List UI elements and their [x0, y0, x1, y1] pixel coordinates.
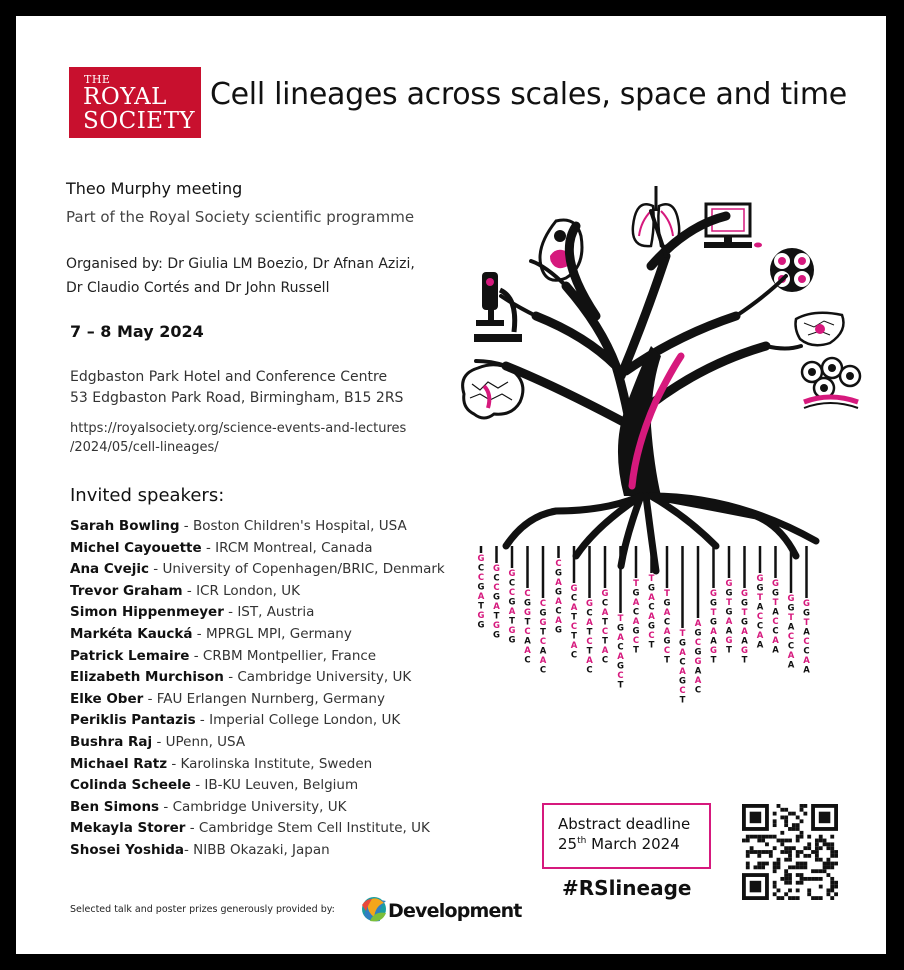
- dna-base: C: [617, 642, 624, 653]
- speaker-name: Patrick Lemaire: [70, 647, 190, 664]
- speaker-affiliation: - Cambridge University, UK: [159, 798, 347, 815]
- dna-base: G: [725, 588, 733, 599]
- speaker-name: Mekayla Storer: [70, 820, 186, 837]
- dna-base: G: [617, 661, 624, 672]
- dna-base: A: [648, 612, 655, 622]
- dna-base: C: [632, 607, 640, 618]
- speaker-affiliation: - IB-KU Leuven, Belgium: [190, 777, 359, 794]
- dna-base: A: [803, 665, 810, 676]
- dna-base: A: [555, 578, 562, 588]
- dna-base: G: [570, 584, 578, 594]
- speaker-item: [70, 602, 445, 624]
- dna-base: G: [787, 603, 795, 614]
- dna-base: G: [555, 625, 562, 636]
- dna-base: G: [756, 574, 764, 584]
- dna-base: C: [632, 636, 640, 646]
- speaker-list: [70, 516, 445, 862]
- royal-society-logo[interactable]: [69, 67, 201, 138]
- dna-base: G: [524, 608, 531, 618]
- dna-base: C: [508, 578, 516, 589]
- dna-base: A: [710, 627, 717, 637]
- dna-base: G: [787, 594, 795, 604]
- dna-base: A: [725, 617, 733, 627]
- dna-base: T: [757, 593, 763, 603]
- page-title: Cell lineages across scales, space and time: [210, 77, 847, 112]
- dna-base: T: [648, 574, 655, 584]
- dna-base: C: [601, 655, 609, 666]
- dna-base: T: [679, 695, 686, 706]
- speaker-name: Periklis Pantazis: [70, 712, 196, 729]
- dna-base: G: [725, 607, 733, 618]
- speaker-affiliation: - Imperial College London, UK: [195, 712, 401, 729]
- organisers-line-2: Dr Claudio Cortés and Dr John Russell: [66, 280, 330, 296]
- dna-base: C: [601, 598, 609, 609]
- dna-base: G: [710, 589, 717, 599]
- dna-base: G: [648, 621, 655, 632]
- dna-base: A: [648, 593, 655, 603]
- development-logo-text: Development: [388, 900, 522, 922]
- dna-base: A: [803, 627, 810, 638]
- dna-base: T: [664, 589, 670, 599]
- speaker-name: Trevor Graham: [70, 582, 183, 599]
- dna-base: A: [524, 636, 531, 647]
- speaker-affiliation: - Karolinska Institute, Sweden: [167, 755, 373, 772]
- dna-base: T: [540, 627, 546, 638]
- dna-base: A: [787, 622, 795, 633]
- dna-base: C: [524, 589, 531, 599]
- dna-base: A: [787, 660, 795, 671]
- microscope-icon: [474, 272, 522, 342]
- dna-base: C: [586, 637, 593, 647]
- dna-base: C: [694, 638, 702, 648]
- dna-base: A: [803, 656, 810, 666]
- dna-base: T: [664, 655, 670, 666]
- speaker-name: Ana Cvejic: [70, 561, 149, 578]
- speaker-affiliation: - FAU Erlangen Nurnberg, Germany: [143, 690, 385, 707]
- dna-base: G: [586, 599, 593, 609]
- dna-base: C: [803, 637, 810, 647]
- event-url-line-1[interactable]: https://royalsociety.org/science-events-and-lectures: [70, 421, 407, 436]
- dna-base: A: [493, 602, 500, 612]
- deadline-date: 25th March 2024: [558, 835, 680, 853]
- dna-base: G: [741, 617, 748, 628]
- dna-base: A: [555, 597, 562, 607]
- organisers-line-1: Organised by: Dr Giulia LM Boezio, Dr Afnan Azizi,: [66, 256, 415, 272]
- dna-base: C: [648, 602, 655, 613]
- dna-base: G: [477, 611, 485, 621]
- dna-base: C: [493, 583, 500, 593]
- dna-base: G: [524, 598, 531, 609]
- dna-base: C: [756, 612, 764, 622]
- dna-base: C: [539, 637, 547, 647]
- dna-base: G: [508, 597, 516, 608]
- dna-base: G: [648, 583, 655, 594]
- dna-base: T: [803, 618, 810, 628]
- dna-base: C: [570, 593, 578, 604]
- speaker-affiliation: - CRBM Montpellier, France: [189, 647, 377, 664]
- logo-line-society: SOCIETY: [83, 108, 196, 134]
- speaker-item: [70, 754, 445, 776]
- prize-text: Selected talk and poster prizes generously provided by:: [70, 904, 335, 915]
- dna-base: G: [772, 579, 779, 589]
- dna-base: G: [508, 569, 516, 579]
- speaker-name: Colinda Scheele: [70, 777, 191, 794]
- dna-base: A: [570, 603, 578, 613]
- speaker-item: [70, 710, 445, 732]
- dna-base: G: [663, 598, 671, 609]
- dna-base: T: [493, 611, 500, 622]
- dna-base: A: [694, 666, 702, 677]
- dna-base: C: [586, 665, 593, 676]
- dna-base: T: [571, 631, 577, 642]
- dna-base: A: [710, 636, 717, 647]
- venue-line-2: 53 Edgbaston Park Road, Birmingham, B15 2RS: [70, 390, 404, 406]
- speaker-affiliation: - IRCM Montreal, Canada: [201, 539, 373, 556]
- dna-base: T: [617, 614, 624, 624]
- speaker-affiliation: - NIBB Okazaki, Japan: [184, 841, 330, 858]
- dna-base: G: [710, 617, 717, 628]
- speaker-name: Simon Hippenmeyer: [70, 604, 224, 621]
- dna-base: G: [694, 628, 702, 639]
- dna-base: T: [617, 680, 624, 691]
- dna-base: C: [787, 632, 795, 642]
- dna-base: C: [787, 641, 795, 652]
- dna-base: T: [478, 601, 484, 612]
- dna-base: G: [741, 598, 748, 609]
- speaker-item: [70, 840, 445, 862]
- dna-base: C: [694, 685, 702, 696]
- dna-base: G: [477, 620, 485, 631]
- logo-line-royal: ROYAL: [83, 84, 167, 110]
- dna-base: G: [710, 598, 717, 609]
- dna-base: G: [493, 621, 500, 631]
- dna-base: G: [694, 647, 702, 658]
- dna-base: G: [508, 635, 516, 646]
- speaker-affiliation: - Cambridge Stem Cell Institute, UK: [185, 820, 430, 837]
- dna-base: A: [539, 646, 547, 657]
- dna-base: G: [663, 636, 671, 647]
- dna-base: G: [679, 676, 686, 687]
- dna-base: C: [477, 563, 485, 574]
- dna-base: G: [601, 589, 609, 599]
- dna-base: T: [524, 617, 531, 628]
- dna-base: C: [570, 622, 578, 632]
- speaker-name: Sarah Bowling: [70, 518, 180, 534]
- dna-base: C: [493, 573, 500, 584]
- dna-base: G: [555, 568, 562, 579]
- dna-base: A: [679, 667, 686, 677]
- speaker-item: [70, 516, 445, 538]
- dna-base: A: [725, 626, 733, 637]
- dna-base: T: [710, 655, 717, 666]
- speaker-name: Elke Ober: [70, 690, 144, 707]
- dna-base: T: [633, 645, 639, 656]
- speaker-item: [70, 581, 445, 603]
- speaker-item: [70, 732, 445, 754]
- dna-base: T: [741, 655, 748, 666]
- dna-strands: [478, 546, 811, 706]
- dna-base: T: [602, 617, 608, 628]
- speaker-name: Elizabeth Murchison: [70, 669, 224, 686]
- lineage-tree-icon: [476, 211, 816, 571]
- dna-base: A: [477, 592, 485, 602]
- dna-base: T: [586, 627, 593, 638]
- dna-base: A: [694, 619, 702, 629]
- dna-base: T: [710, 608, 717, 618]
- speaker-name: Shosei Yoshida: [70, 841, 184, 858]
- speaker-affiliation: - IST, Austria: [223, 604, 315, 621]
- dna-base: T: [741, 608, 748, 618]
- dna-base: T: [571, 612, 577, 623]
- dna-base: C: [508, 588, 516, 598]
- speaker-affiliation: - Boston Children's Hospital, USA: [179, 518, 407, 534]
- invited-speakers-heading: Invited speakers:: [70, 485, 225, 506]
- dna-base: T: [633, 579, 639, 589]
- dna-base: C: [663, 646, 671, 656]
- logo-line-the: THE: [84, 73, 111, 86]
- dna-base: G: [803, 599, 810, 609]
- dna-base: A: [663, 627, 671, 637]
- dna-base: C: [772, 617, 779, 627]
- dna-base: A: [741, 636, 748, 647]
- dna-base: G: [477, 582, 485, 593]
- dna-base: A: [524, 646, 531, 656]
- abstract-deadline-box: [542, 803, 711, 869]
- dna-base: C: [772, 626, 779, 637]
- venue-line-1: Edgbaston Park Hotel and Conference Centre: [70, 369, 388, 385]
- qr-code-icon[interactable]: [742, 804, 838, 900]
- dna-base: G: [710, 646, 717, 656]
- dna-base: C: [539, 665, 547, 676]
- dna-base: G: [632, 626, 640, 637]
- dna-base: C: [679, 657, 686, 668]
- dna-base: G: [679, 638, 686, 649]
- dna-base: C: [477, 573, 485, 583]
- dna-base: G: [555, 587, 562, 598]
- dna-base: G: [741, 646, 748, 656]
- dna-base: C: [586, 608, 593, 619]
- lineage-tree-illustration: [436, 166, 866, 746]
- dna-base: A: [601, 646, 609, 656]
- deadline-label: Abstract deadline: [558, 815, 691, 833]
- dna-base: A: [679, 648, 686, 658]
- dna-base: T: [648, 640, 655, 651]
- speaker-name: Ben Simons: [70, 798, 160, 815]
- dna-base: G: [803, 608, 810, 619]
- dna-base: G: [741, 589, 748, 599]
- dna-base: G: [477, 554, 485, 564]
- dna-base: A: [617, 652, 624, 662]
- speaker-item: [70, 559, 445, 581]
- liver-icon: [796, 313, 844, 346]
- poster: [16, 16, 886, 954]
- dna-base: C: [756, 621, 764, 632]
- dna-base: A: [508, 607, 516, 617]
- speaker-affiliation: - UPenn, USA: [152, 733, 246, 750]
- speaker-affiliation: - Cambridge University, UK: [223, 669, 412, 686]
- dna-base: A: [772, 636, 779, 646]
- dna-base: A: [741, 627, 748, 637]
- tissue-cells-icon: [802, 358, 860, 408]
- dna-base: T: [726, 645, 732, 656]
- dna-base: T: [679, 629, 686, 639]
- event-url-line-2[interactable]: /2024/05/cell-lineages/: [70, 440, 219, 455]
- dna-base: A: [586, 656, 593, 666]
- dna-base: G: [725, 636, 733, 646]
- dna-base: G: [508, 626, 516, 636]
- dna-base: A: [663, 608, 671, 618]
- dna-base: C: [555, 606, 562, 617]
- dna-base: G: [632, 588, 640, 599]
- dna-base: A: [617, 633, 624, 643]
- dna-base: C: [524, 655, 531, 666]
- dna-base: T: [772, 598, 779, 608]
- lungs-icon: [633, 186, 679, 246]
- dna-base: G: [493, 564, 500, 574]
- speaker-name: Markéta Kaucká: [70, 625, 193, 642]
- dna-base: C: [539, 599, 547, 609]
- dna-base: G: [493, 630, 500, 641]
- speaker-name: Bushra Raj: [70, 733, 153, 750]
- hashtag: #RSlineage: [562, 876, 692, 900]
- speaker-item: [70, 689, 445, 711]
- programme-line: Part of the Royal Society scientific programme: [66, 208, 415, 226]
- speaker-item: [70, 624, 445, 646]
- dna-base: A: [632, 617, 640, 627]
- meeting-type: Theo Murphy meeting: [66, 179, 243, 198]
- dna-base: A: [772, 607, 779, 618]
- dna-base: A: [586, 618, 593, 628]
- dna-base: C: [663, 617, 671, 628]
- dna-base: C: [555, 559, 562, 569]
- dna-base: C: [617, 671, 624, 681]
- dna-base: C: [679, 686, 686, 696]
- dna-base: T: [602, 636, 608, 647]
- dna-base: A: [601, 608, 609, 618]
- dna-base: C: [524, 627, 531, 637]
- speaker-item: [70, 797, 445, 819]
- dna-base: A: [694, 676, 702, 686]
- dna-base: G: [539, 608, 547, 619]
- dna-base: T: [586, 646, 593, 657]
- dna-base: A: [539, 656, 547, 666]
- dna-base: G: [539, 618, 547, 628]
- dna-base: A: [787, 651, 795, 661]
- dna-base: A: [756, 602, 764, 613]
- dna-base: A: [756, 640, 764, 651]
- dna-base: G: [694, 657, 702, 667]
- dna-base: C: [601, 627, 609, 637]
- dna-base: C: [803, 646, 810, 657]
- dna-base: G: [493, 592, 500, 603]
- dna-base: T: [726, 598, 732, 608]
- dna-base: T: [509, 616, 515, 627]
- dna-base: C: [648, 631, 655, 641]
- dna-base: A: [632, 598, 640, 608]
- dna-base: A: [570, 641, 578, 651]
- speaker-item: [70, 646, 445, 668]
- event-date: 7 – 8 May 2024: [70, 322, 204, 341]
- speaker-affiliation: - University of Copenhagen/BRIC, Denmark: [149, 561, 445, 578]
- dna-base: A: [772, 645, 779, 656]
- dna-base: G: [617, 623, 624, 634]
- dna-base: G: [756, 583, 764, 594]
- dna-base: T: [788, 613, 794, 623]
- computer-icon: [704, 204, 762, 248]
- speaker-name: Michael Ratz: [70, 755, 168, 772]
- dna-base: A: [555, 616, 562, 626]
- speaker-item: [70, 818, 445, 840]
- speaker-name: Michel Cayouette: [70, 539, 202, 556]
- speaker-item: [70, 775, 445, 797]
- dna-base: C: [570, 650, 578, 661]
- speaker-item: [70, 667, 445, 689]
- speaker-affiliation: - ICR London, UK: [182, 582, 300, 599]
- speaker-item: [70, 538, 445, 560]
- dna-base: A: [756, 631, 764, 641]
- speaker-affiliation: - MPRGL MPI, Germany: [192, 625, 352, 642]
- dna-base: G: [772, 588, 779, 599]
- dna-base: G: [725, 579, 733, 589]
